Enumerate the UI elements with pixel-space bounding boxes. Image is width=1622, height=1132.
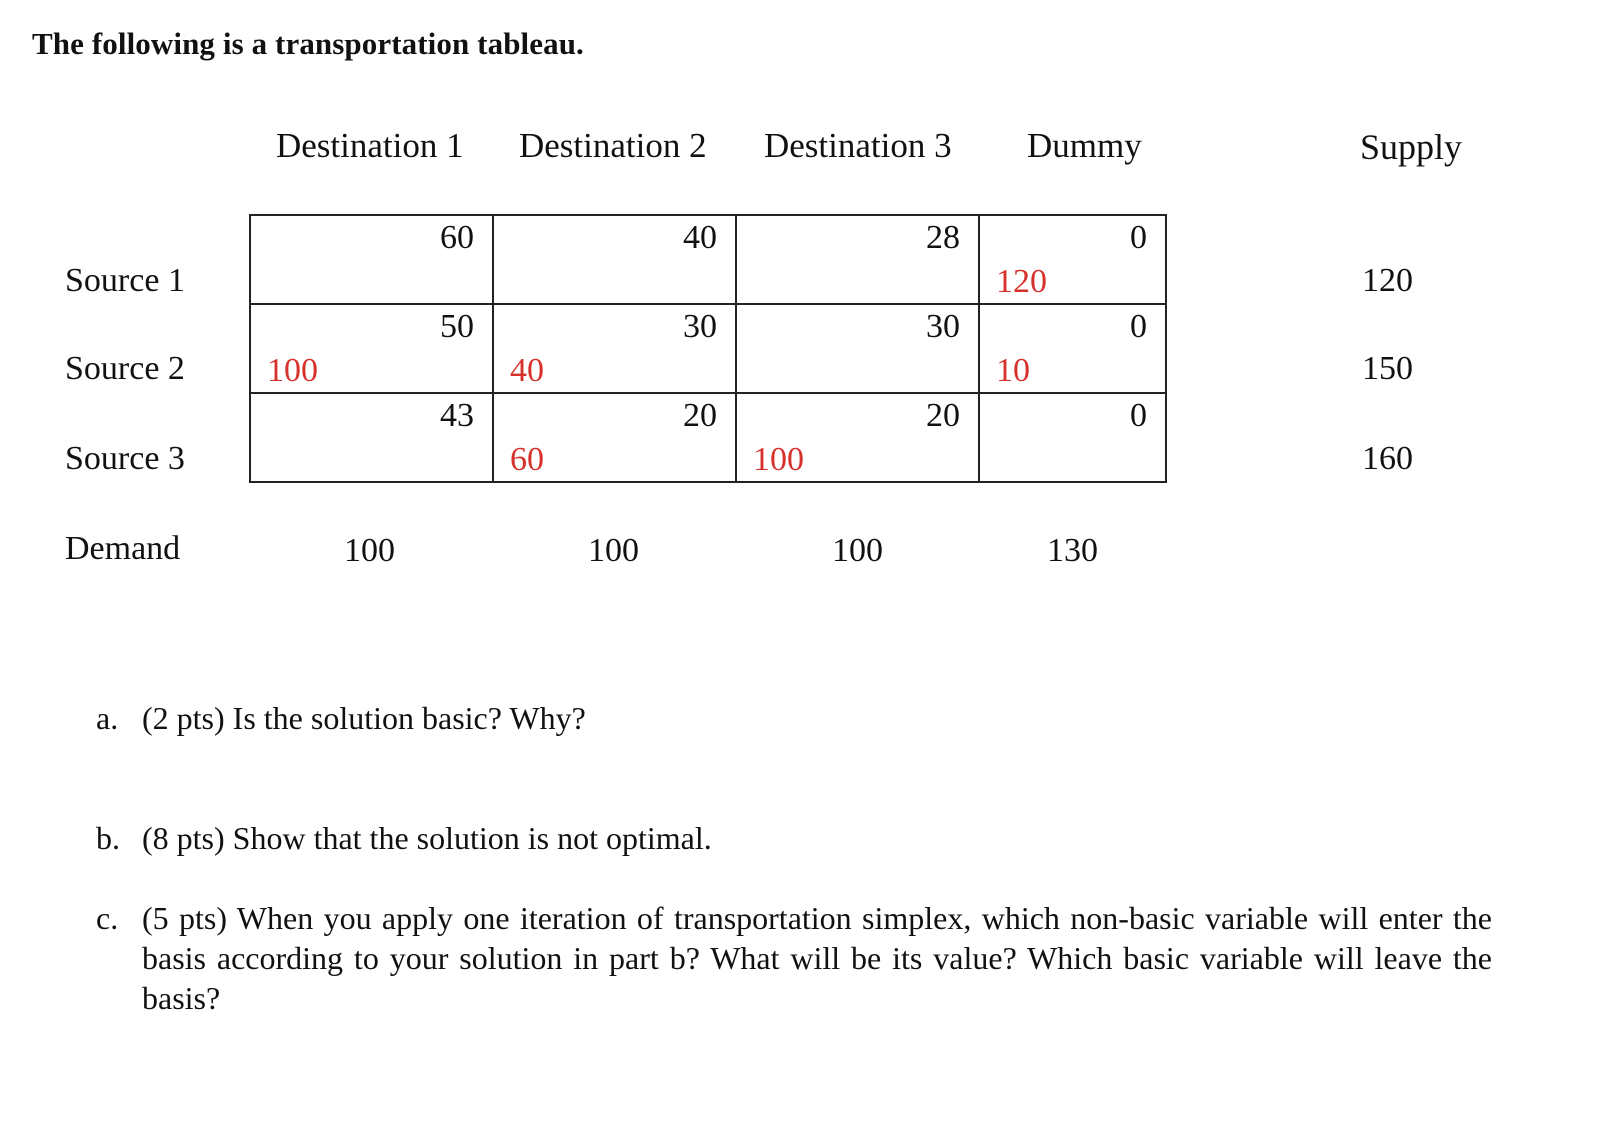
allocation-value: 100 — [267, 352, 318, 389]
row-label-source-1: Source 1 — [65, 262, 185, 299]
demand-label: Demand — [65, 530, 181, 567]
cell-s3-d1 — [250, 393, 493, 482]
question-letter: c. — [96, 900, 119, 936]
cost-value: 0 — [1130, 308, 1147, 345]
cell-s2-d2 — [493, 304, 736, 393]
cost-value: 50 — [440, 308, 474, 345]
cost-value: 30 — [683, 308, 717, 345]
column-header-dummy: Dummy — [1027, 126, 1142, 165]
cell-s1-d3 — [736, 215, 979, 304]
cost-value: 40 — [683, 219, 717, 256]
cell-s1-dummy — [979, 215, 1166, 304]
cost-value: 0 — [1130, 219, 1147, 256]
cell-s3-dummy — [979, 393, 1166, 482]
cost-value: 20 — [926, 397, 960, 434]
cost-value: 20 — [683, 397, 717, 434]
supply-value-source-2: 150 — [1362, 350, 1413, 387]
cell-s3-d2 — [493, 393, 736, 482]
cost-value: 0 — [1130, 397, 1147, 434]
allocation-value: 40 — [510, 352, 544, 389]
question-text: (8 pts) Show that the solution is not optimal. — [142, 820, 712, 856]
question-b — [96, 818, 1516, 858]
supply-header: Supply — [1360, 127, 1463, 167]
allocation-value: 10 — [996, 352, 1030, 389]
cell-s2-dummy — [979, 304, 1166, 393]
transportation-tableau — [249, 214, 1167, 483]
allocation-value: 120 — [996, 263, 1047, 300]
tableau-row-source-2 — [250, 304, 1166, 393]
allocation-value: 60 — [510, 441, 544, 478]
demand-value-destination-1: 100 — [344, 532, 395, 569]
cell-s2-d3 — [736, 304, 979, 393]
cost-value: 43 — [440, 397, 474, 434]
tableau-row-source-3 — [250, 393, 1166, 482]
question-text: (5 pts) When you apply one iteration of transportation simplex, which non-basic variable will enter the basis according to your solution in part b? What will be its value? Which basic variable will leave the basis? — [142, 900, 1492, 1016]
page-title: The following is a transportation tableau. — [32, 26, 584, 61]
demand-value-destination-3: 100 — [832, 532, 883, 569]
row-label-source-2: Source 2 — [65, 350, 185, 387]
column-header-destination-3: Destination 3 — [764, 126, 952, 165]
question-letter: a. — [96, 700, 119, 736]
cell-s2-d1 — [250, 304, 493, 393]
column-header-destination-2: Destination 2 — [519, 126, 707, 165]
demand-value-destination-2: 100 — [588, 532, 639, 569]
column-header-destination-1: Destination 1 — [276, 126, 464, 165]
cell-s3-d3 — [736, 393, 979, 482]
question-c — [96, 898, 1516, 1028]
cost-value: 30 — [926, 308, 960, 345]
question-text: (2 pts) Is the solution basic? Why? — [142, 700, 586, 736]
cell-s1-d2 — [493, 215, 736, 304]
question-a — [96, 698, 1516, 738]
cell-s1-d1 — [250, 215, 493, 304]
supply-value-source-3: 160 — [1362, 440, 1413, 477]
tableau-row-source-1 — [250, 215, 1166, 304]
row-label-source-3: Source 3 — [65, 440, 185, 477]
question-letter: b. — [96, 820, 120, 856]
demand-value-dummy: 130 — [1047, 532, 1098, 569]
cost-value: 28 — [926, 219, 960, 256]
cost-value: 60 — [440, 219, 474, 256]
allocation-value: 100 — [753, 441, 804, 478]
supply-value-source-1: 120 — [1362, 262, 1413, 299]
